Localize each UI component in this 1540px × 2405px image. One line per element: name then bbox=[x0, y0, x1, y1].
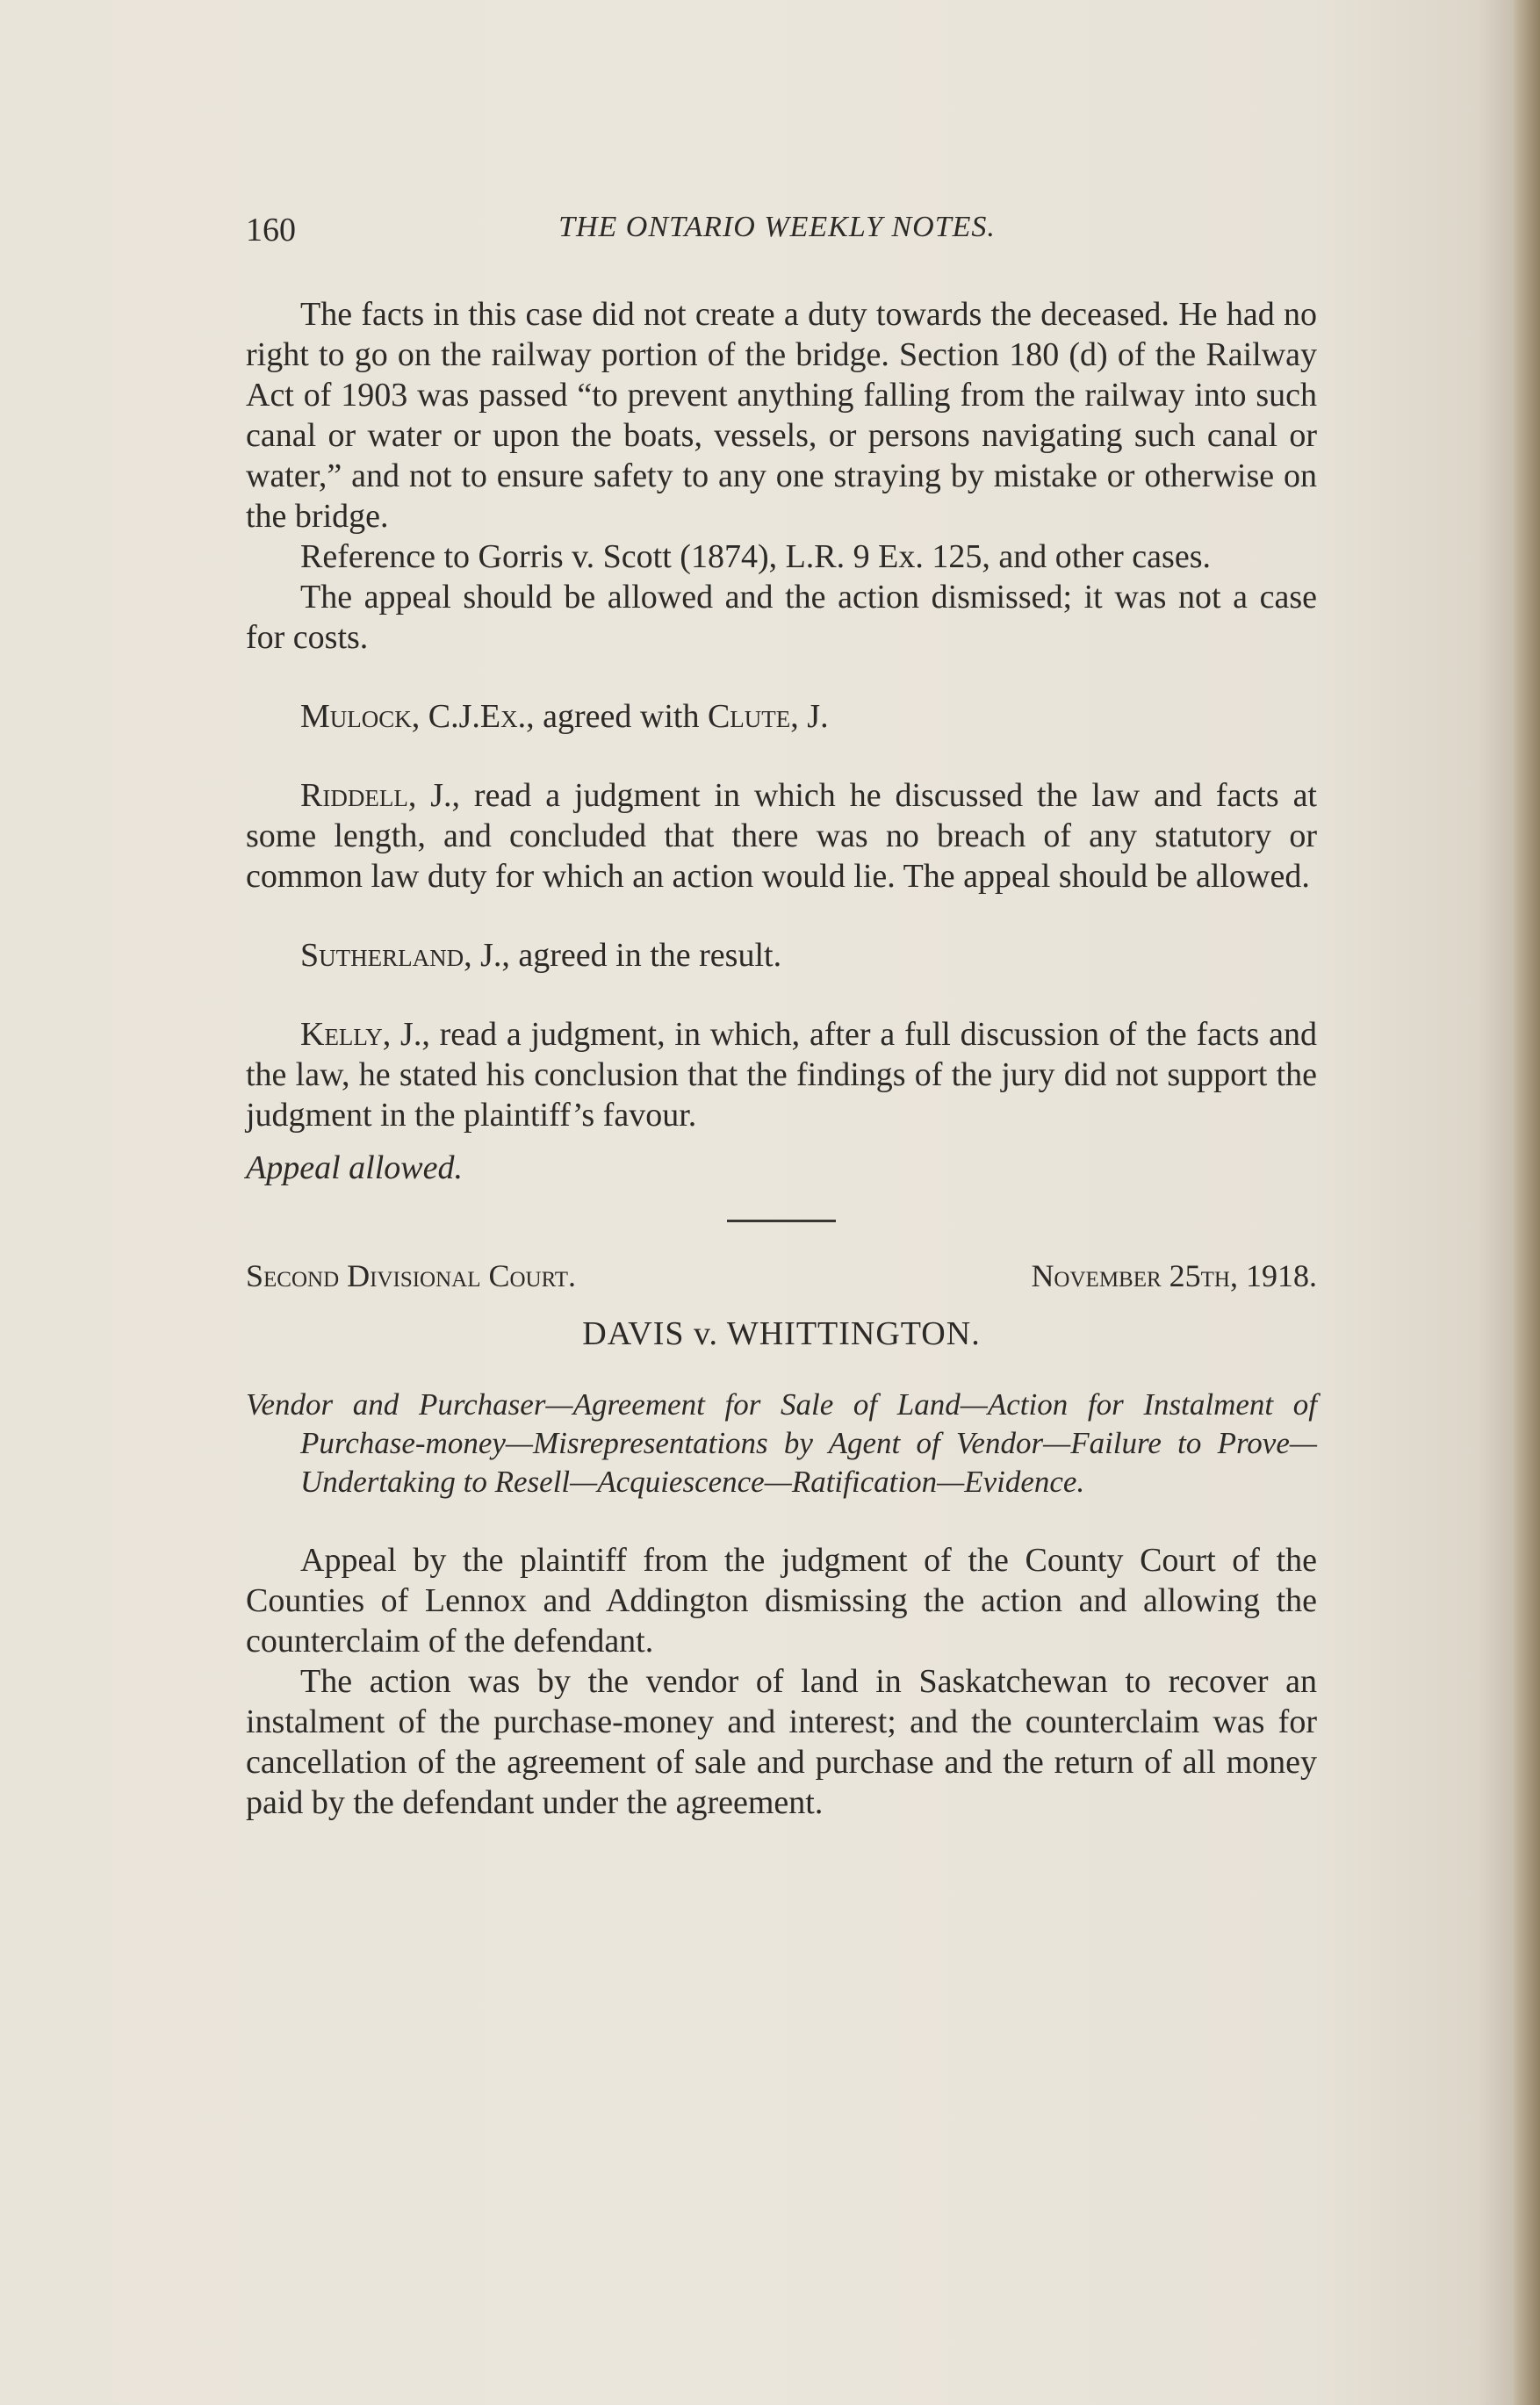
running-head bbox=[246, 211, 1317, 255]
case-title: DAVIS v. WHITTINGTON. bbox=[582, 1315, 981, 1352]
section-divider bbox=[727, 1220, 836, 1222]
opinion-mulock bbox=[246, 696, 1317, 737]
judge-name: Clute bbox=[707, 698, 791, 735]
book-spine-shadow bbox=[1514, 0, 1540, 2405]
headnote: Vendor and Purchaser—Agreement for Sale of Land—Action for Instalment of Purchase-money—Misrepresentations by Agent of Vendor—Failure to Prove—Undertaking to Resell—Acquiescence—Ratification—Evidence. bbox=[246, 1387, 1317, 1499]
page-number: 160 bbox=[246, 212, 296, 248]
opinion-sutherland bbox=[246, 935, 1317, 976]
opinion-riddell bbox=[246, 775, 1317, 896]
paragraph-appeal: Appeal by the plaintiff from the judgment of the County Court of the Counties of Lennox and Addington dismissing the action and allowing the counterclaim of the defendant. bbox=[246, 1542, 1317, 1660]
paragraph-conclusion: The appeal should be allowed and the action dismissed; it was not a case for costs. bbox=[246, 579, 1317, 656]
paragraph-reference: Reference to Gorris v. Scott (1874), L.R. 9 Ex. 125, and other cases. bbox=[300, 538, 1211, 575]
opinion-kelly bbox=[246, 1014, 1317, 1135]
running-title: THE ONTARIO WEEKLY NOTES. bbox=[558, 211, 996, 243]
opinion-text: , J., agreed in the result. bbox=[464, 937, 782, 974]
court-line bbox=[246, 1256, 1317, 1296]
opinion-text: , agreed with bbox=[526, 698, 708, 735]
decision-date: November 25th, 1918. bbox=[1031, 1258, 1317, 1293]
court-name: Second Divisional Court. bbox=[246, 1258, 577, 1293]
opinion-text: , J., read a judgment, in which, after a full discussion of the facts and the law, he stated his conclusion that the findings of the jury did not support the judgment in the plaintiff’s favour. bbox=[246, 1016, 1317, 1134]
judge-name: Kelly bbox=[300, 1016, 383, 1053]
opinion-text: , J., read a judgment in which he discussed the law and facts at some length, and concluded that there was no breach of any statutory or common law duty for which an action would lie. The appeal should be allowed. bbox=[246, 777, 1317, 895]
opinion-text: , J. bbox=[790, 698, 829, 735]
judge-name: Riddell bbox=[300, 777, 408, 814]
paragraph-action: The action was by the vendor of land in Saskatchewan to recover an instalment of the purchase-money and interest; and the counterclaim was for cancellation of the agreement of sale and purchase and the return of all money paid by the defendant under the agreement. bbox=[246, 1663, 1317, 1821]
paragraph-facts: The facts in this case did not create a duty towards the deceased. He had no right to go on the railway portion of the bridge. Section 180 (d) of the Railway Act of 1903 was passed “to prevent anything falling from the railway into such canal or water or upon the boats, vessels, or persons navigating such canal or water,” and not to ensure safety to any one straying by mistake or otherwise on the bridge. bbox=[246, 296, 1317, 535]
judge-name: Sutherland bbox=[300, 937, 464, 974]
judge-name: Mulock, C.J.Ex. bbox=[300, 698, 527, 735]
page-body bbox=[246, 294, 1317, 1823]
verdict: Appeal allowed. bbox=[246, 1149, 463, 1186]
